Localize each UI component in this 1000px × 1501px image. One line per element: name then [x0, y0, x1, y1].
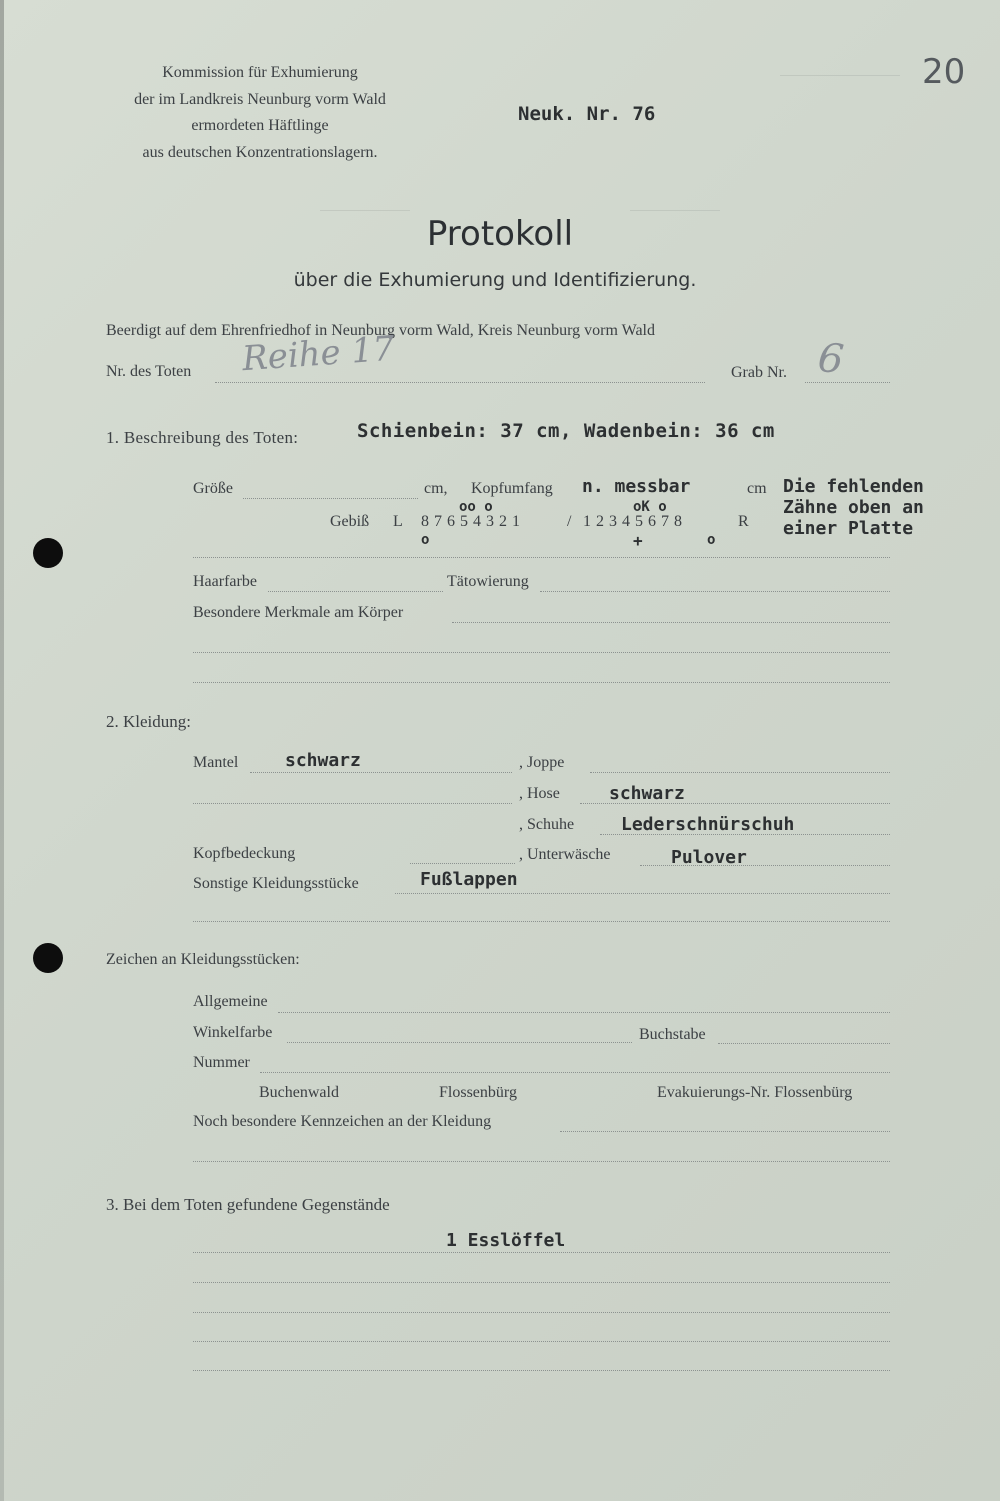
clothing-marks-heading: Zeichen an Kleidungsstücken:	[106, 951, 300, 968]
teeth-right-numbers: 1 2 3 4 5 6 7 8	[583, 513, 683, 530]
dotline	[193, 921, 890, 922]
cm-label: cm	[747, 480, 767, 497]
general-dotline	[278, 1012, 890, 1013]
commission-line: Kommission für Exhumierung	[162, 64, 358, 81]
commission-line: ermordeten Häftlinge	[191, 117, 329, 134]
trousers-label: , Hose	[519, 785, 560, 802]
jacket-label: , Joppe	[519, 754, 565, 771]
coat-dotline	[250, 772, 512, 773]
bone-measurements: Schienbein: 37 cm, Wadenbein: 36 cm	[357, 420, 775, 442]
teeth-note	[783, 476, 924, 539]
teeth-mark-below: o	[707, 532, 716, 548]
teeth-left-letter: L	[393, 513, 403, 530]
tattoo-dotline	[540, 591, 890, 592]
hair-dotline	[268, 591, 443, 592]
grave-number-handwritten: 6	[815, 334, 846, 384]
found-item: 1 Esslöffel	[446, 1230, 566, 1251]
other-clothing-value: Fußlappen	[420, 869, 518, 890]
punch-hole	[33, 943, 63, 973]
size-dotline	[243, 498, 418, 499]
teeth-note-line: einer Platte	[783, 518, 914, 539]
buchenwald-label: Buchenwald	[259, 1084, 339, 1101]
grave-dotline	[805, 382, 890, 383]
commission-line: der im Landkreis Neunburg vorm Wald	[134, 90, 386, 108]
dotline	[193, 1341, 890, 1342]
teeth-right-letter: R	[738, 513, 749, 530]
dotline	[193, 1282, 890, 1283]
jacket-dotline	[590, 772, 890, 773]
number-dotline	[260, 1072, 890, 1073]
body-features-label: Besondere Merkmale am Körper	[193, 604, 404, 621]
section1-heading: 1. Beschreibung des Toten:	[106, 428, 299, 447]
flossenburg-label: Flossenbürg	[439, 1084, 517, 1101]
extra-marks-label: Noch besondere Kennzeichen an der Kleidung	[193, 1113, 492, 1130]
size-label: Größe	[193, 480, 233, 497]
tattoo-label: Tätowierung	[447, 573, 529, 590]
shoes-value: Lederschnürschuh	[621, 814, 795, 835]
headwear-dotline	[410, 863, 515, 864]
punch-hole	[33, 538, 63, 568]
page-number: 20	[922, 52, 966, 92]
dead-number-dotline	[215, 382, 705, 383]
extra-dotline	[560, 1131, 890, 1132]
show-through-line	[630, 210, 720, 211]
teeth-note-line: Die fehlenden	[783, 476, 924, 497]
underwear-value: Pulover	[671, 847, 747, 868]
coat-value: schwarz	[285, 750, 361, 771]
dotline	[193, 682, 890, 683]
commission-line: aus deutschen Konzentrationslagern.	[142, 143, 378, 161]
dotline	[193, 652, 890, 653]
letter-label: Buchstabe	[639, 1026, 706, 1043]
dead-number-label: Nr. des Toten	[106, 363, 192, 380]
head-circumference-label: Kopfumfang	[471, 480, 553, 497]
dotline	[193, 557, 890, 558]
file-number: Neuk. Nr. 76	[518, 103, 656, 125]
letter-dotline	[718, 1043, 890, 1044]
dead-number-handwritten: Reihe 17	[240, 328, 396, 380]
dotline	[193, 1370, 890, 1371]
grave-label: Grab Nr.	[731, 364, 787, 381]
dotline	[193, 1252, 890, 1253]
number-label: Nummer	[193, 1054, 250, 1071]
dotline	[193, 1161, 890, 1162]
teeth-separator: /	[567, 513, 572, 530]
show-through-line	[320, 210, 410, 211]
evacuation-label: Evakuierungs-Nr. Flossenbürg	[657, 1084, 853, 1101]
underwear-label: , Unterwäsche	[519, 846, 611, 863]
shoes-label: , Schuhe	[519, 816, 575, 833]
page-subtitle: über die Exhumierung und Identifizierung.	[293, 269, 697, 291]
other-clothing-label: Sonstige Kleidungsstücke	[193, 875, 359, 892]
shoes-dotline	[600, 834, 890, 835]
section2-heading: 2. Kleidung:	[106, 712, 191, 731]
burial-text: Beerdigt auf dem Ehrenfriedhof in Neunburg vorm Wald, Kreis Neunburg vorm Wald	[106, 322, 655, 339]
section3-heading: 3. Bei dem Toten gefundene Gegenstände	[106, 1195, 390, 1214]
color-dotline	[287, 1042, 632, 1043]
general-label: Allgemeine	[193, 993, 268, 1010]
dotline	[193, 803, 512, 804]
teeth-mark-below: +	[633, 531, 643, 550]
teeth-left-numbers: 8 7 6 5 4 3 2 1	[421, 513, 521, 530]
other-dotline	[395, 893, 890, 894]
headwear-label: Kopfbedeckung	[193, 845, 296, 862]
page-title: Protokoll	[426, 214, 574, 254]
teeth-marks-left: oo o	[459, 499, 493, 515]
teeth-marks-right: oK o	[633, 499, 667, 515]
commission-block	[100, 60, 420, 166]
hair-color-label: Haarfarbe	[193, 573, 257, 590]
triangle-color-label: Winkelfarbe	[193, 1024, 273, 1041]
features-dotline	[452, 622, 890, 623]
underwear-dotline	[640, 865, 890, 866]
trousers-dotline	[580, 803, 890, 804]
teeth-note-line: Zähne oben an	[783, 497, 924, 518]
coat-label: Mantel	[193, 754, 239, 771]
cm-label: cm,	[424, 480, 448, 497]
trousers-value: schwarz	[609, 783, 685, 804]
head-circumference-value: n. messbar	[582, 476, 691, 497]
dotline	[193, 1312, 890, 1313]
show-through-line	[780, 75, 900, 76]
teeth-mark-below: o	[421, 532, 430, 548]
gebiss-label: Gebiß	[330, 513, 370, 530]
